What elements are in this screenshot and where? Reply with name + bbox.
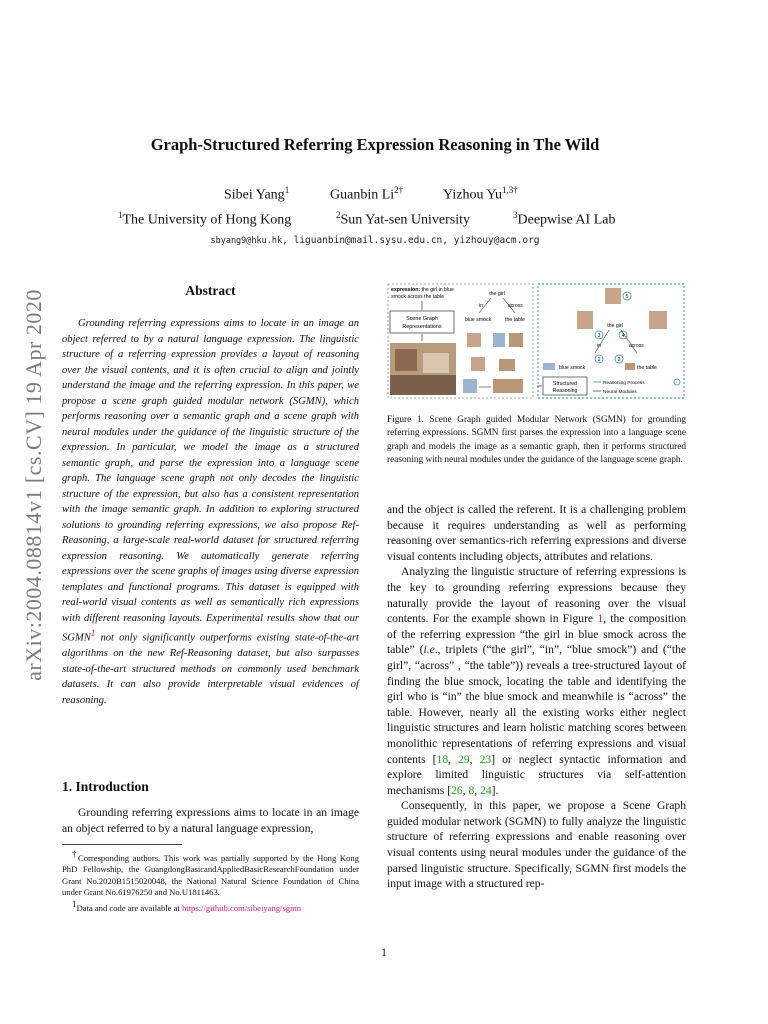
crop-girl <box>467 333 481 347</box>
reasoning-label-across: across <box>629 343 644 349</box>
reasoning-crop-right <box>649 311 667 329</box>
author-2: Guanbin $Li^{2\dagger}$ <box>330 185 404 203</box>
input-photo-person-2 <box>423 353 449 373</box>
citation-18[interactable]: 18 <box>436 752 449 766</box>
lsg-label-in: in <box>479 303 483 309</box>
figure-1 <box>387 283 686 399</box>
reasoning-edge-across <box>621 330 637 353</box>
crop-smock <box>493 333 505 347</box>
crop-girl-2 <box>471 357 485 371</box>
affiliation-2: $^2$Sun Yat-sen University <box>336 210 471 228</box>
step-5-label: 5 <box>625 294 629 300</box>
expression-text: expression: the girl in blue <box>391 287 454 293</box>
abstract-footnote-mark: 1 <box>90 628 96 638</box>
introduction-heading: 1. Introduction <box>62 779 149 794</box>
scene-graph-box-line2: Representations <box>402 324 442 330</box>
citation-29[interactable]: 29 <box>458 752 470 766</box>
structured-reasoning-line1: Structured <box>553 381 577 387</box>
footnotes <box>62 849 359 914</box>
structured-reasoning-line2: Reasoning <box>552 388 578 394</box>
citation-8[interactable]: 8 <box>468 783 475 797</box>
legend-marker-process <box>674 379 680 385</box>
crop-table-2 <box>499 359 515 371</box>
citation-23[interactable]: 23 <box>479 752 492 766</box>
step-2-label: 2 <box>617 357 621 363</box>
github-link[interactable]: https://github.com/sibeiyang/sgmn <box>181 902 302 913</box>
crop-table-3 <box>493 379 523 393</box>
input-photo-table <box>390 375 456 395</box>
lsg-node-girl: the girl <box>489 291 505 297</box>
citation-26[interactable]: 26 <box>451 783 463 797</box>
reasoning-node-table: the table <box>637 365 657 371</box>
legend-neural-modules: Neural Modules <box>603 390 637 395</box>
lsg-label-across: across <box>508 303 523 309</box>
affiliation-3: $^3$Deepwise AI Lab <box>513 210 616 228</box>
right-paragraph-3: Consequently, in this paper, we propose a Scene Graph guided modular network (SGMN) to fully analyze the linguistic structure of referring expressions and enable reasoning over visual contents using neural modules under the guidance of the parsed linguistic structure. Specifically, SGMN first models the input image with a structured rep- <box>387 799 686 891</box>
legend-reasoning-process: Reasoning Process <box>603 381 645 386</box>
crop-smock-2 <box>463 379 477 393</box>
author-1: Sibei Yang$^1$ <box>224 185 290 203</box>
author-list <box>60 185 690 205</box>
reasoning-crop-left <box>577 311 593 329</box>
affiliation-1: $^1$The University of Hong Kong <box>118 210 292 228</box>
crop-table <box>509 333 523 347</box>
arxiv-id: arXiv:2004.08814v1 [cs.CV] 19 Apr 2020 <box>21 289 46 681</box>
footnote-divider <box>62 844 182 845</box>
reasoning-label-in: in <box>597 343 601 349</box>
page-number: 1 <box>381 946 387 959</box>
affiliation-list <box>60 210 690 230</box>
email-first: sbyang9@hku.hk <box>210 236 283 246</box>
right-paragraph-2: Analyzing the linguistic structure of referring expressions is the key to grounding referring expressions because they naturally provide the layout of reasoning over the visual contents. For the example shown in Figure 1, the composition of the referring expression “the girl in blue smock across the table” (i.e., triplets (“the girl”, “in”, “blue smock”) and (“the girl”, “across” , “the table”)) reveals a tree-structured layout of finding the blue smock, locating the table and identifying the girl who is “in” the blue smock and meanwhile is “across” the table. However, nearly all the existing works either neglect linguistic structures and learn holistic matching scores between monolithic representations of referring expressions and visual contents [18, 29, 23] or neglect syntactic information and explore limited linguistic structures via self-attention mechanisms [26, 8, 24]. <box>387 565 687 797</box>
scene-graph-box-line1: Scene Graph <box>406 316 438 322</box>
right-column-text <box>387 502 686 892</box>
lsg-node-table: the table <box>505 317 525 323</box>
footnote-corresponding: †Corresponding authors. This work was partially supported by the Hong Kong PhD Fellowship, the GuangdongBasicandAppliedBasicResearchFoundation under Grant No.2020B1515020048, the National Natural Science Foundation of China under Grant No.61976250 and No.U1811463. <box>62 849 360 898</box>
sgmn-diagram <box>387 283 686 399</box>
email-rest: , liguanbin@mail.sysu.edu.cn, yizhouy@acm.org <box>282 235 540 246</box>
lsg-node-smock: blue smock <box>465 317 492 323</box>
step-1-label: 1 <box>597 357 601 363</box>
author-emails <box>60 235 690 246</box>
figure-ref-1[interactable]: 1 <box>597 612 604 626</box>
step-4-label: 4 <box>621 333 625 339</box>
step-3-label: 3 <box>597 333 601 339</box>
paper-title: Graph-Structured Referring Expression Reasoning in The Wild <box>150 135 600 154</box>
expression-text-2: smock across the table <box>391 294 445 300</box>
right-paragraph-1: and the object is called the referent. It is a challenging problem because it requires understanding as well as performing reasoning over semantics-rich referring expressions and diverse visual contents including objects, attributes and relations. <box>387 503 686 563</box>
reasoning-crop-smock <box>543 363 555 370</box>
input-photo-person-1 <box>395 349 417 371</box>
abstract-heading: Abstract <box>185 283 236 298</box>
reasoning-crop-table <box>625 363 635 370</box>
author-3: Yizhou $Yu^{1,3\dagger}$ <box>443 185 518 203</box>
footnote-data: $^1$Data and code are available at https://github.com/sibeiyang/sgmn <box>72 898 302 913</box>
intro-paragraph: Grounding referring expressions aims to locate in an image an object referred to by a natural language expression, <box>62 806 359 835</box>
reasoning-node-girl: the girl <box>607 323 623 329</box>
abstract-text: Grounding referring expressions aims to locate in an image an object referred to by a natural language expression. The linguistic structure of a referring expression provides a layout of reasoning over the visual contents, and it is often crucial to align and jointly understand the image and the referring expression. In this paper, we propose a scene graph guided modular network (SGMN), which performs reasoning over a semantic graph and a scene graph with neural modules under the guidance of the linguistic structure of the expression. In particular, we model the image as a structured semantic graph, and parse the expression into a language scene graph. The language scene graph not only decodes the linguistic structure of the expression, but also has a consistent representation with the image semantic graph. In addition to exploring structured solutions to grounding referring expressions, we also propose Ref-Reasoning, a large-scale real-world dataset for structured referring expression reasoning. We automatically generate referring expressions over the scene graphs of images using diverse expression templates and functional programs. This dataset is equipped with real-world visual contents as well as semantically rich expressions with different reasoning layouts. Experimental results show that our SGMN$^1$ not only significantly outperforms existing state-of-the-art algorithms on the new Ref-Reasoning dataset, but also surpasses state-of-the-art structured methods on commonly used benchmark datasets. It can also provide interpretable visual evidences of reasoning. <box>62 318 359 706</box>
arxiv-stamp <box>14 265 54 705</box>
citation-24[interactable]: 24 <box>480 783 492 797</box>
figure-1-caption: Figure 1. Scene Graph guided Modular Network (SGMN) for grounding referring expressions. SGMN first parses the expression into a language scene graph and models the image as a semantic graph, then it performs structured reasoning with neural modules under the guidance of the language scene graph. <box>387 415 686 465</box>
reasoning-node-smock: blue smock <box>559 365 586 371</box>
reasoning-crop-top <box>605 288 621 304</box>
